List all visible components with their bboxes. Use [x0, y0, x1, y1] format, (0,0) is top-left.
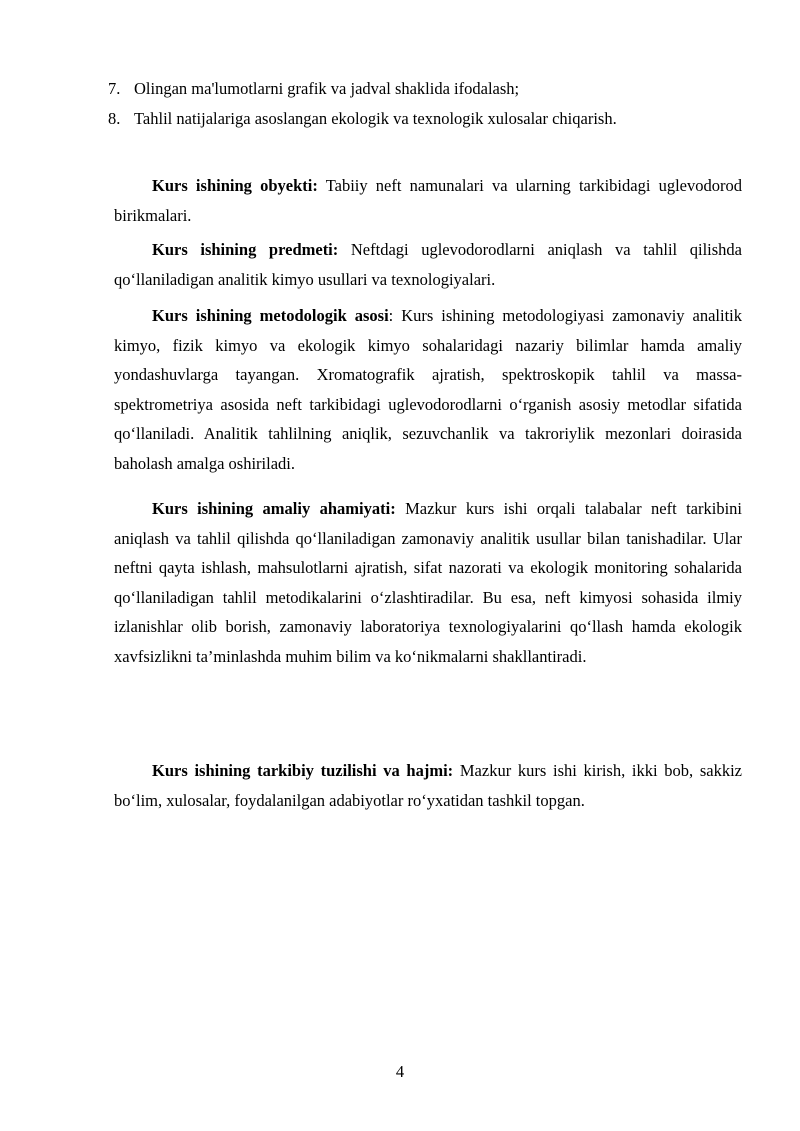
paragraph-heading: Kurs ishining metodologik asosi — [152, 306, 389, 325]
list-item-text: Tahlil natijalariga asoslangan ekologik va texnologik xulosalar chiqarish. — [134, 109, 617, 128]
list-item-number: 7. — [108, 79, 121, 98]
list-item — [108, 104, 748, 134]
list-item-text: Olingan ma'lumotlarni grafik va jadval shaklida ifodalash; — [134, 79, 520, 98]
paragraph-practical-significance — [114, 494, 742, 671]
page-number: 4 — [395, 1062, 405, 1081]
paragraph-body: Tabiiy neft namunalari va ularning tarkibidagi uglevodorod birikmalari. — [114, 176, 742, 225]
paragraph-subject — [114, 235, 742, 294]
paragraph-heading: Kurs ishining predmeti: — [152, 240, 339, 259]
numbered-list — [108, 74, 748, 134]
paragraph-body: Neftdagi uglevodorodlarni aniqlash va tahlil qilishda qo‘llaniladigan analitik kimyo usullari va texnologiyalari. — [114, 240, 742, 289]
paragraph-body: : Kurs ishining metodologiyasi zamonaviy analitik kimyo, fizik kimyo va ekologik kimyo sohalaridagi nazariy bilimlar hamda amaliy yondashuvlarga tayangan. Xromatografik ajratish, spektroskopik tahlil va massa-spektrometriya asosida neft tarkibidagi uglevodorodlarni o‘rganish asosiy metodlar sifatida qo‘llaniladi. Analitik tahlilning aniqlik, sezuvchanlik va takroriylik mezonlari doirasida baholash amalga oshiriladi. — [114, 306, 742, 473]
list-item-number: 8. — [108, 109, 121, 128]
paragraph-methodology — [114, 301, 742, 478]
paragraph-body: Mazkur kurs ishi kirish, ikki bob, sakkiz bo‘lim, xulosalar, foydalanilgan adabiyotlar ro‘yxatidan tashkil topgan. — [114, 761, 742, 810]
paragraph-heading: Kurs ishining tarkibiy tuzilishi va hajmi: — [152, 761, 454, 780]
list-item — [108, 74, 748, 104]
paragraph-structure — [114, 756, 742, 815]
paragraph-heading: Kurs ishining amaliy ahamiyati: — [152, 499, 396, 518]
paragraph-body: Mazkur kurs ishi orqali talabalar neft tarkibini aniqlash va tahlil qilishda qo‘llaniladigan zamonaviy analitik usullar bilan tanishadilar. Ular neftni qayta ishlash, mahsulotlarni ajratish, sifat nazorati va ekologik monitoring sohalarida qo‘llaniladigan tahlil metodikalarini o‘zlashtiradilar. Bu esa, neft kimyosi sohasida ilmiy izlanishlar olib borish, zamonaviy laboratoriya texnologiyalarini qo‘llash hamda ekologik xavfsizlikni ta’minlashda muhim bilim va ko‘nikmalarni shakllantiradi. — [114, 499, 743, 666]
paragraph-heading: Kurs ishining obyekti: — [152, 176, 318, 195]
paragraph-object — [114, 171, 742, 230]
